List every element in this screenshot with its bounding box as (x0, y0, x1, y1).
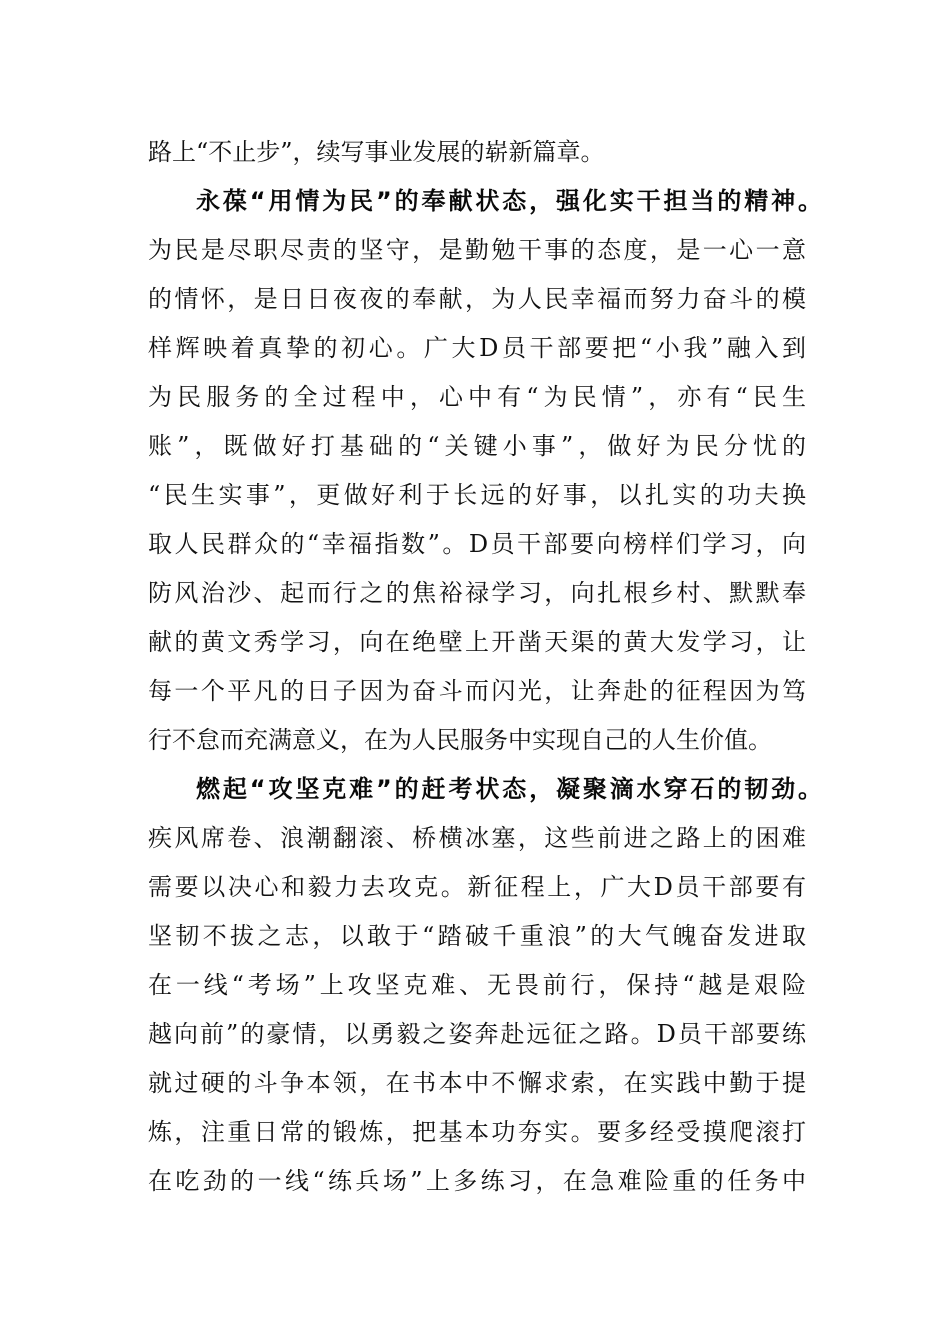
text-line: 每一个平凡的日子因为奋斗而闪光，让奔赴的征程因为笃 (148, 677, 806, 705)
text-line: 为民是尽职尽责的坚守，是勤勉干事的态度，是一心一意 (148, 236, 806, 264)
text-line: 路上“不止步”，续写事业发展的崭新篇章。 (148, 138, 605, 166)
text-line: 的情怀，是日日夜夜的奉献，为人民幸福而努力奋斗的模 (148, 285, 806, 313)
text-line: 在吃劲的一线“练兵场”上多练习，在急难险重的任务中 (148, 1167, 806, 1195)
text-line: 在一线“考场”上攻坚克难、无畏前行，保持“越是艰险 (148, 971, 806, 999)
text-line: 坚韧不拔之志，以敢于“踏破千重浪”的大气魄奋发进取 (148, 922, 806, 950)
text-line: 行不怠而充满意义，在为人民服务中实现自己的人生价值。 (148, 726, 772, 754)
paragraph-heading: 永葆“用情为民”的奉献状态，强化实干担当的精神。 (196, 187, 822, 215)
text-line: “民生实事”，更做好利于长远的好事，以扎实的功夫换 (148, 481, 806, 509)
text-line: 献的黄文秀学习，向在绝壁上开凿天渠的黄大发学习，让 (148, 628, 806, 656)
text-line: 样辉映着真挚的初心。广大D员干部要把“小我”融入到 (148, 334, 806, 362)
text-line: 防风治沙、起而行之的焦裕禄学习，向扎根乡村、默默奉 (148, 579, 806, 607)
text-line: 取人民群众的“幸福指数”。D员干部要向榜样们学习，向 (148, 530, 806, 558)
text-line: 为民服务的全过程中，心中有“为民情”，亦有“民生 (148, 383, 806, 411)
paragraph-heading: 燃起“攻坚克难”的赶考状态，凝聚滴水穿石的韧劲。 (196, 775, 822, 803)
text-line: 账”，既做好打基础的“关键小事”，做好为民分忧的 (148, 432, 806, 460)
text-line: 炼，注重日常的锻炼，把基本功夯实。要多经受摸爬滚打 (148, 1118, 806, 1146)
text-line: 就过硬的斗争本领，在书本中不懈求索，在实践中勤于提 (148, 1069, 806, 1097)
text-line: 疾风席卷、浪潮翻滚、桥横冰塞，这些前进之路上的困难 (148, 824, 806, 852)
text-line: 越向前”的豪情，以勇毅之姿奔赴远征之路。D员干部要练 (148, 1020, 806, 1048)
text-line: 需要以决心和毅力去攻克。新征程上，广大D员干部要有 (148, 873, 806, 901)
